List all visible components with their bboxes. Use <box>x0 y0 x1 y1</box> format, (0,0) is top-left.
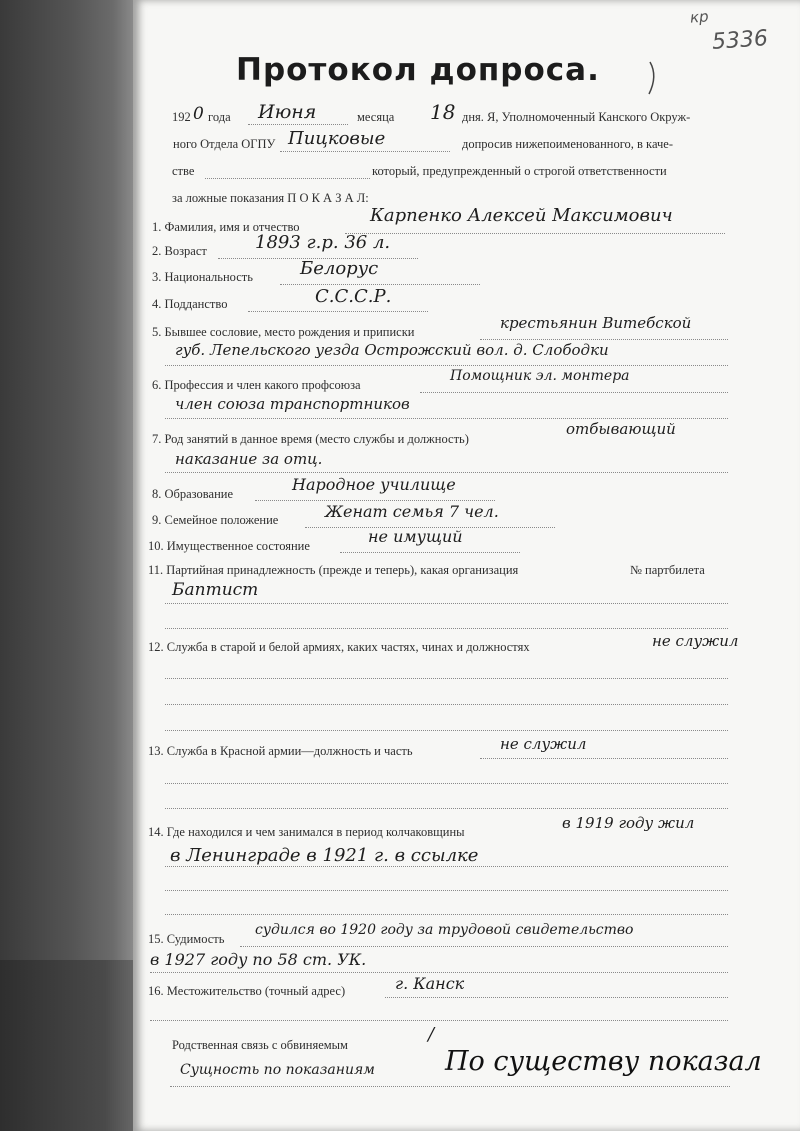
field-15-answer-line2: в 1927 году по 58 ст. УК. <box>150 950 367 969</box>
field-16-answer: г. Канск <box>395 974 465 993</box>
official-handwritten: Пицковые <box>288 128 386 149</box>
field-13-label: 13. Служба в Красной армии—должность и часть <box>148 744 413 758</box>
relation-note: Сущность по показаниям <box>180 1062 375 1078</box>
field-16-rule <box>385 997 728 998</box>
relation-rule <box>170 1086 730 1087</box>
year-handwritten: 0 <box>193 104 204 124</box>
field-7-label: 7. Род занятий в данное время (место службы и должность) <box>152 432 469 446</box>
header-line2-head: ного Отдела ОГПУ <box>173 137 276 151</box>
field-3-answer: Белорус <box>300 258 379 279</box>
field-15-answer: судился во 1920 году за трудовой свидетельство <box>255 922 634 938</box>
field-5-rule-2 <box>165 365 728 366</box>
field-13-answer: не служил <box>500 735 587 753</box>
relation-label: Родственная связь с обвиняемым <box>172 1038 348 1052</box>
relation-answer: / <box>428 1024 435 1045</box>
field-14-rule <box>165 866 728 867</box>
field-10-rule <box>340 552 520 553</box>
pen-stroke-mark <box>646 60 660 96</box>
field-13-rule <box>480 758 728 759</box>
field-11-label: 11. Партийная принадлежность (прежде и теперь), какая организация <box>148 563 519 577</box>
field-14-answer: в 1919 году жил <box>562 814 695 832</box>
field-2-label: 2. Возраст <box>152 244 207 258</box>
field-6-label: 6. Профессия и член какого профсоюза <box>152 378 361 392</box>
header-line1-tail: дня. Я, Уполномоченный Канского Окруж- <box>462 110 691 124</box>
field-15-rule-2 <box>150 972 728 973</box>
official-rule <box>280 151 450 152</box>
field-11-rule <box>165 603 728 604</box>
month-rule <box>248 124 348 125</box>
field-3-rule <box>280 284 480 285</box>
field-11-label-tail: № партбилета <box>630 563 705 577</box>
field-13-rule-2 <box>165 783 728 784</box>
field-11-answer: Баптист <box>172 580 259 600</box>
field-1-answer: Карпенко Алексей Максимович <box>370 205 673 226</box>
field-8-rule <box>255 500 495 501</box>
summary-handwritten: По существу показал <box>445 1046 762 1077</box>
archive-mark-top: кр <box>689 7 710 27</box>
header-line3-head: стве <box>172 164 195 178</box>
header-line2-tail: допросив нижепоименованного, в каче- <box>462 137 673 151</box>
field-9-label: 9. Семейное положение <box>152 513 279 527</box>
document-title: Протокол допроса. <box>236 52 600 88</box>
field-2-answer: 1893 г.р. 36 л. <box>255 232 391 253</box>
field-4-answer: С.С.С.Р. <box>315 286 392 307</box>
year-word: года <box>208 110 231 124</box>
field-12-answer: не служил <box>652 632 739 650</box>
scan-binding-shadow <box>0 960 150 1131</box>
year-prefix: 192 <box>172 110 191 124</box>
field-14-rule-3 <box>165 914 728 915</box>
field-5-answer: крестьянин Витебской <box>500 314 692 332</box>
month-word: месяца <box>357 110 395 124</box>
field-6-rule-2 <box>165 418 728 419</box>
header-line4: за ложные показания П О К А З А Л: <box>172 191 369 205</box>
field-7-answer-line2: наказание за отц. <box>175 450 323 468</box>
field-15-rule <box>240 946 728 947</box>
field-3-label: 3. Национальность <box>152 270 253 284</box>
field-12-rule-2 <box>165 704 728 705</box>
archive-mark-number: 5336 <box>711 26 769 55</box>
field-10-label: 10. Имущественное состояние <box>148 539 310 553</box>
month-handwritten: Июня <box>258 101 317 123</box>
field-1-rule <box>345 233 725 234</box>
field-14-rule-2 <box>165 890 728 891</box>
header-line3-tail: который, предупрежденный о строгой ответственности <box>372 164 667 178</box>
field-14-label: 14. Где находился и чем занимался в период колчаковщины <box>148 825 465 839</box>
field-14-answer-line2: в Ленинграде в 1921 г. в ссылке <box>170 845 479 866</box>
field-10-answer: не имущий <box>368 527 463 546</box>
field-4-rule <box>248 311 428 312</box>
field-8-label: 8. Образование <box>152 487 234 501</box>
field-4-label: 4. Подданство <box>152 297 228 311</box>
field-16-label: 16. Местожительство (точный адрес) <box>148 984 346 998</box>
field-5-label: 5. Бывшее сословие, место рождения и приписки <box>152 325 415 339</box>
field-9-answer: Женат семья 7 чел. <box>325 502 499 521</box>
field-12-label: 12. Служба в старой и белой армиях, каких частях, чинах и должностях <box>148 640 530 654</box>
field-6-rule <box>420 392 728 393</box>
field-1-label: 1. Фамилия, имя и отчество <box>152 220 300 234</box>
field-5-rule <box>480 339 728 340</box>
field-7-rule <box>165 472 728 473</box>
field-6-answer: Помощник эл. монтера <box>450 368 630 384</box>
field-8-answer: Народное училище <box>292 475 456 494</box>
field-11-rule-2 <box>165 628 728 629</box>
field-12-rule <box>165 678 728 679</box>
field-7-answer: отбывающий <box>566 420 676 438</box>
field-15-label: 15. Судимость <box>148 932 225 946</box>
day-handwritten: 18 <box>430 100 456 124</box>
field-13-rule-3 <box>165 808 728 809</box>
field-16-rule-2 <box>150 1020 728 1021</box>
field-5-answer-line2: губ. Лепельского уезда Острожский вол. д. Слободки <box>175 341 609 359</box>
field-6-answer-line2: член союза транспортников <box>175 395 410 413</box>
capacity-rule <box>205 178 370 179</box>
field-12-rule-3 <box>165 730 728 731</box>
